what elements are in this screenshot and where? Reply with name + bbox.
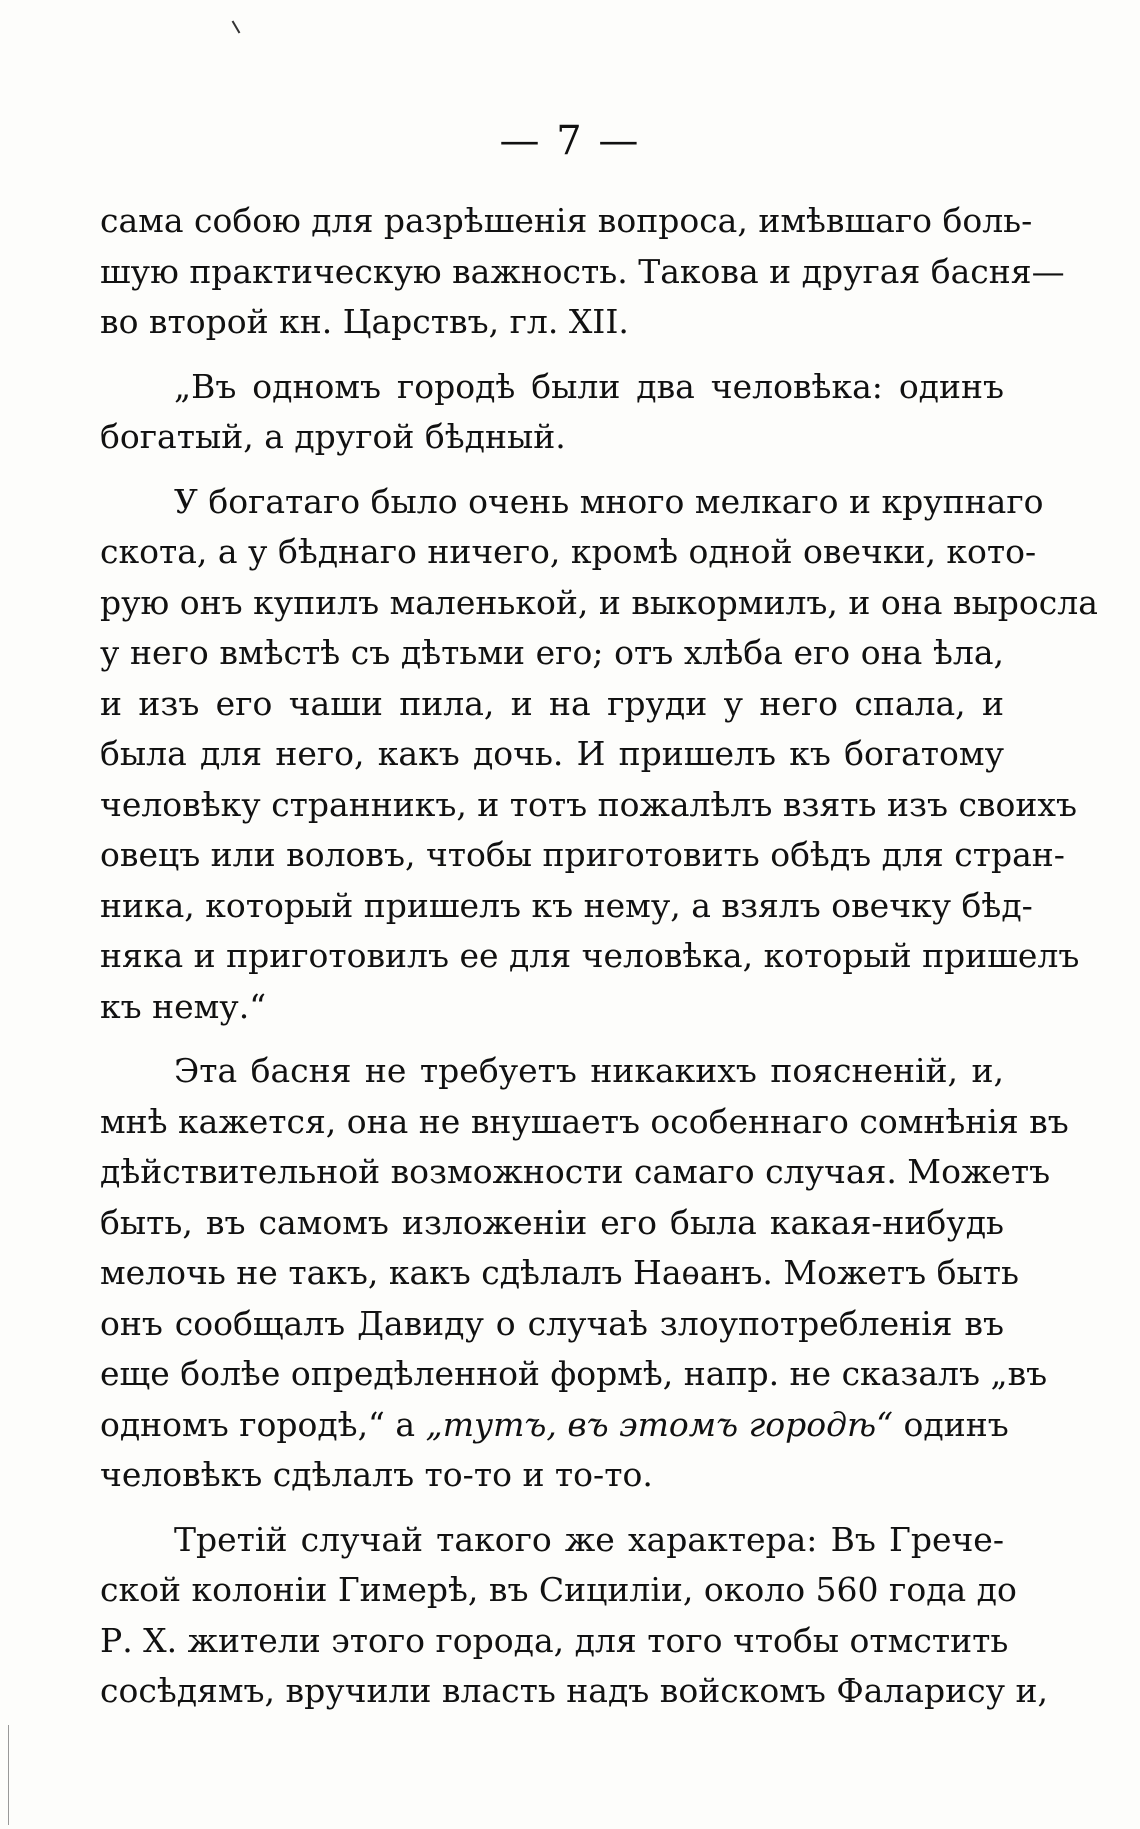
stray-mark — [232, 20, 241, 33]
text-line: мнѣ кажется, она не внушаетъ особеннаго сомнѣнія въ — [100, 1101, 1069, 1141]
text-line: Р. Х. жители этого города, для того чтобы отмстить — [100, 1620, 1009, 1660]
text-line: ника, который пришелъ къ нему, а взялъ овечку бѣд- — [100, 885, 1033, 925]
text-line-mixed — [100, 1400, 1009, 1451]
text-line: „Въ одномъ городѣ были два человѣка: одинъ — [174, 366, 1004, 406]
page-number: — 7 — — [499, 118, 641, 164]
text-line: еще болѣе опредѣленной формѣ, напр. не сказалъ „въ — [100, 1354, 1048, 1393]
binding-edge — [8, 1725, 9, 1825]
text-line: скота, а у бѣднаго ничего, кромѣ одной овечки, кото- — [100, 532, 1037, 571]
text-line: мелочь не такъ, какъ сдѣлалъ Наѳанъ. Можетъ быть — [100, 1253, 1020, 1292]
text-line: была для него, какъ дочь. И пришелъ къ богатому — [100, 734, 1004, 773]
text-line: сама собою для разрѣшенія вопроса, имѣвшаго боль- — [100, 201, 1033, 240]
text-line: няка и приготовилъ ее для человѣка, который пришелъ — [100, 936, 1080, 975]
italic-emphasis: „тутъ, въ этомъ городѣ“ — [425, 1404, 894, 1444]
text-line: рую онъ купилъ маленькой, и выкормилъ, и она выросла — [100, 582, 1098, 622]
text-line: ской колоніи Гимерѣ, въ Сициліи, около 560 года до — [100, 1570, 1017, 1609]
text-line: богатый, а другой бѣдный. — [100, 417, 566, 456]
text-line: сосѣдямъ, вручили власть надъ войскомъ Фаларису и, — [100, 1671, 1049, 1710]
text-line: дѣйствительной возможности самаго случая. Можетъ — [100, 1152, 1051, 1191]
text-line: онъ сообщалъ Давиду о случаѣ злоупотребленія въ — [100, 1303, 1004, 1343]
text-line: человѣку странникъ, и тотъ пожалѣлъ взять изъ своихъ — [100, 784, 1077, 824]
body-text — [100, 196, 1098, 1717]
text-line: Эта басня не требуетъ никакихъ поясненій, и, — [174, 1051, 1004, 1090]
text-line: Третій случай такого же характера: Въ Грече- — [174, 1519, 1004, 1559]
text-run: одинъ — [903, 1404, 1009, 1444]
text-line: человѣкъ сдѣлалъ то-то и то-то. — [100, 1455, 653, 1494]
text-line: У богатаго было очень много мелкаго и крупнаго — [174, 481, 1044, 521]
text-line: и изъ его чаши пила, и на груди у него спала, и — [100, 683, 1004, 723]
text-line: овецъ или воловъ, чтобы приготовить обѣдъ для стран- — [100, 835, 1065, 874]
text-line: къ нему.“ — [100, 986, 267, 1026]
text-line: быть, въ самомъ изложеніи его была какая-нибудь — [100, 1202, 1004, 1242]
text-run: одномъ городѣ,“ а — [100, 1404, 416, 1444]
text-line: у него вмѣстѣ съ дѣтьми его; отъ хлѣба его она ѣла, — [100, 633, 1004, 672]
text-line: шую практическую важность. Такова и другая басня— — [100, 251, 1065, 291]
text-line: во второй кн. Царствъ, гл. XII. — [100, 302, 629, 341]
